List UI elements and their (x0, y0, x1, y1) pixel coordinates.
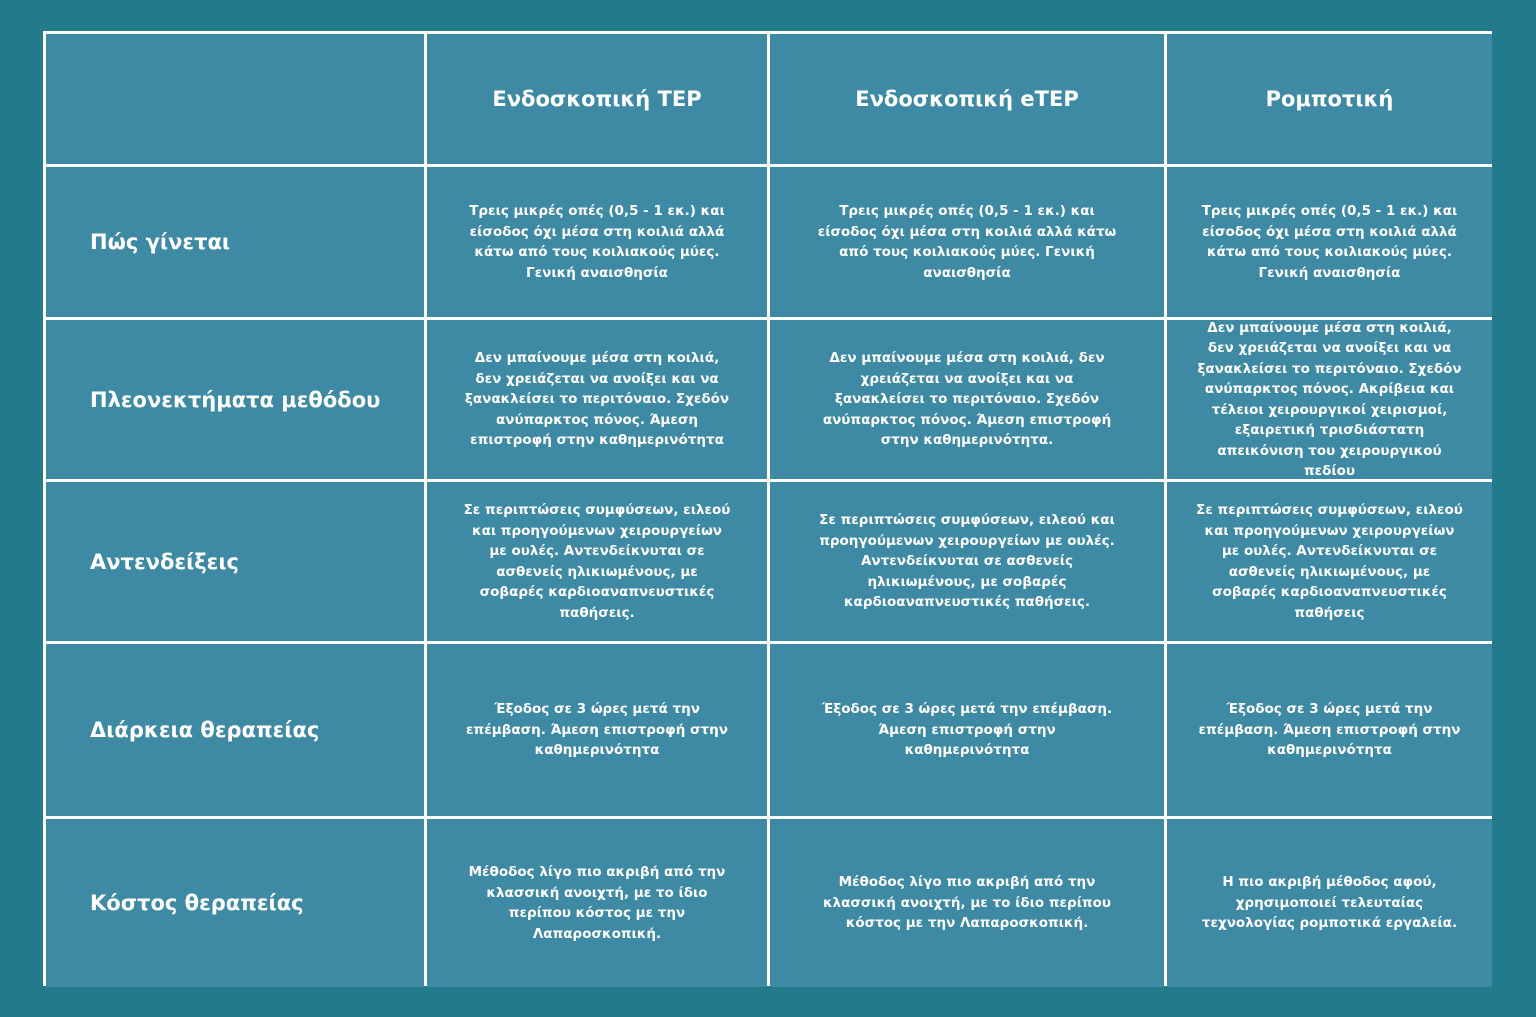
cell-text: Έξοδος σε 3 ώρες μετά την επέμβαση. Άμεση επιστροφή στην καθημερινότητα (466, 701, 728, 759)
table-cell (427, 819, 767, 987)
row-label-treatment-duration: Διάρκεια θεραπείας (46, 644, 424, 816)
cell-text: Έξοδος σε 3 ώρες μετά την επέμβαση. Άμεση επιστροφή στην καθημερινότητα (821, 701, 1113, 759)
table-cell (770, 320, 1164, 479)
cell-text: Μέθοδος λίγο πιο ακριβή από την κλασσική ανοιχτή, με το ίδιο περίπου κόστος με την Λαπαροσκοπική. (822, 874, 1112, 932)
cell-text: Έξοδος σε 3 ώρες μετά την επέμβαση. Άμεση επιστροφή στην καθημερινότητα (1198, 701, 1461, 759)
table-cell (427, 644, 767, 816)
cell-text: Δεν μπαίνουμε μέσα στη κοιλιά, δεν χρειάζεται να ανοίξει και να ξανακλείσει το περιτόναιο. Σχεδόν ανύπαρκτος πόνος. Άμεση επιστροφή στην καθημερινότητα (464, 350, 730, 449)
row-label-how-it-works: Πώς γίνεται (46, 167, 424, 317)
cell-text: Σε περιπτώσεις συμφύσεων, ειλεού και προηγούμενων χειρουργείων με ουλές. Αντενδείκνυται σε ασθενείς ηλικιωμένους, με σοβαρές καρδιοαναπνευστικές παθήσεις. (819, 512, 1115, 611)
cell-text: Τρεις μικρές οπές (0,5 - 1 εκ.) και είσοδος όχι μέσα στη κοιλιά αλλά κάτω από τους κοιλιακούς μύες. Γενική αναισθησία (817, 203, 1117, 281)
table-cell (770, 644, 1164, 816)
cell-text: Τρεις μικρές οπές (0,5 - 1 εκ.) και είσοδος όχι μέσα στη κοιλιά αλλά κάτω από τους κοιλιακούς μύες. Γενική αναισθησία (1201, 203, 1458, 281)
cell-text: Η πιο ακριβή μέθοδος αφού, χρησιμοποιεί τελευταίας τεχνολογίας ρομποτικά εργαλεία. (1201, 874, 1458, 932)
column-header-etep: Ενδοσκοπική eTEP (770, 34, 1164, 164)
cell-text: Τρεις μικρές οπές (0,5 - 1 εκ.) και είσοδος όχι μέσα στη κοιλιά αλλά κάτω από τους κοιλιακούς μύες. Γενική αναισθησία (469, 203, 725, 281)
column-header-tep: Ενδοσκοπική TEP (427, 34, 767, 164)
table-cell (427, 167, 767, 317)
table-corner-cell (46, 34, 424, 164)
column-header-robotic: Ρομποτική (1167, 34, 1492, 164)
table-cell (770, 819, 1164, 987)
row-label-treatment-cost: Κόστος θεραπείας (46, 819, 424, 987)
table-cell (1167, 167, 1492, 317)
table-cell (1167, 482, 1492, 641)
row-label-contraindications: Αντενδείξεις (46, 482, 424, 641)
table-cell (427, 320, 767, 479)
table-cell (1167, 819, 1492, 987)
cell-text: Σε περιπτώσεις συμφύσεων, ειλεού και προηγούμενων χειρουργείων με ουλές. Αντενδείκνυται σε ασθενείς ηλικιωμένους, με σοβαρές καρδιοαναπνευστικές παθήσεις. (463, 502, 731, 621)
cell-text: Μέθοδος λίγο πιο ακριβή από την κλασσική ανοιχτή, με το ίδιο περίπου κόστος με την Λαπαροσκοπική. (468, 864, 726, 942)
table-cell (1167, 320, 1492, 479)
cell-text: Σε περιπτώσεις συμφύσεων, ειλεού και προηγούμενων χειρουργείων με ουλές. Αντενδείκνυται σε ασθενείς ηλικιωμένους, με σοβαρές καρδιοαναπνευστικές παθήσεις (1196, 502, 1463, 621)
table-cell (427, 482, 767, 641)
comparison-table (43, 31, 1492, 986)
table-cell (1167, 644, 1492, 816)
table-cell (770, 482, 1164, 641)
cell-text: Δεν μπαίνουμε μέσα στη κοιλιά, δεν χρειάζεται να ανοίξει και να ξανακλείσει το περιτόναιο. Σχεδόν ανύπαρκτος πόνος. Ακρίβεια και τέλειοι χειρουργικοί χειρισμοί, εξαιρετική τρισδιάστατη απεικόνιση του χειρουργικού πεδίου (1197, 319, 1462, 479)
cell-text: Δεν μπαίνουμε μέσα στη κοιλιά, δεν χρειάζεται να ανοίξει και να ξανακλείσει το περιτόναιο. Σχεδόν ανύπαρκτος πόνος. Άμεση επιστροφή στην καθημερινότητα. (822, 350, 1112, 449)
row-label-advantages: Πλεονεκτήματα μεθόδου (46, 320, 424, 479)
table-cell (770, 167, 1164, 317)
